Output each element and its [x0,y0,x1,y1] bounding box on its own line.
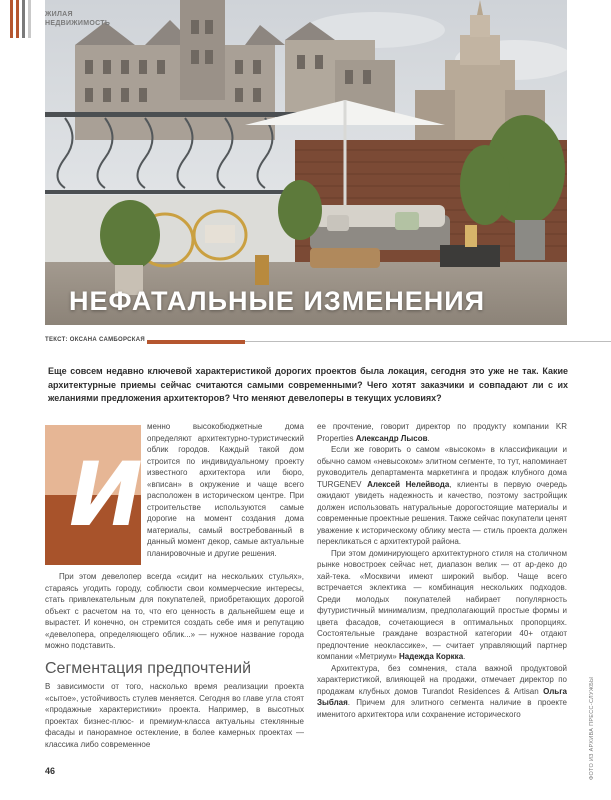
article-title: НЕФАТАЛЬНЫЕ ИЗМЕНЕНИЯ [69,286,486,316]
lead-paragraph: Еще совсем недавно ключевой характеристикой дорогих проектов была локация, сегодня это уже не так. Какие архитектурные приемы сейчас считаются самыми современными? Чего хотят заказчики и совпадают ли с их желаниями предложения архитекторов? Что меняют девелоперы в текущих условиях? [48,366,568,403]
right-column [317,421,567,720]
section-label: ЖИЛАЯ НЕДВИЖИМОСТЬ [45,11,111,27]
page-number: 46 [45,766,56,776]
photo-credit-text: ФОТО ИЗ АРХИВА ПРЕСС-СЛУЖБЫ [589,676,595,780]
right-paragraph-1: ее прочтение, говорит директор по продукту компании KR Properties Александр Лысов. [317,422,567,443]
hero-photo-illustration [45,0,567,325]
quoted-person-name: Ольга Зыблая [317,686,567,707]
drop-cap [45,425,141,565]
drop-cap-letter: И [69,443,143,546]
right-paragraph-4: Архитектура, без сомнения, стала важной продуктовой характеристикой, влияющей на продажи, отмечает директор по продажам клубных домов Turandot Residences & Artisan Ольга Зыблая. Причем для элитного сегмента наличие в проекте именитого архитектора или сохранение исторического [317,663,567,719]
credit-divider [245,341,611,342]
left-column-bottom [45,571,304,652]
hero-photo [45,0,567,325]
decorative-stripes [10,0,36,40]
photo-credit [589,668,599,780]
left-paragraph-1: менно высокобюджетные дома определяют архитектурно-туристический облик городов. Каждый такой дом строится по индивидуальному проекту известного архитектора или бюро, «вписан» в окружение и чаще всего расположен в историческом центре. При строительстве используются самые дорогие на момент создания дома материалы, самый востребованный в данный момент декор, самые актуальные планировочные и другие решения. [147,422,304,558]
author-credit-row [45,337,611,349]
left-column-end [45,681,304,750]
credit-accent-bar [147,340,245,344]
quoted-person-name: Александр Лысов [355,433,428,443]
quoted-person-name: Надежда Коркка [398,652,464,661]
section-subheading: Сегментация предпочтений [45,660,252,677]
right-paragraph-3: При этом доминирующего архитектурного стиля на столичном рынке новостроек сейчас нет, диапазон велик — от ар-деко до хай-тека. «Москвичи имеют широкий выбор. Чаще всего встречается эклектика — комбинация нескольких подходов. Среди молодых покупателей набирает популярность футуристичный минимализм, предполагающий простые формы и цвета фасадов, сочетающиеся в оптимальных пропорциях. Состоятельные граждане возрастной категории 40+ отдают предпочтение неоклассике», — считает управляющий партнер компании «Метриум» Надежда Коркка. [317,548,567,661]
left-paragraph-2: При этом девелопер всегда «сидит на нескольких стульях», стараясь угодить городу, соблюсти свои коммерческие интересы, стать привлекательным для покупателей, приобретающих дорогой объект с расчетом на то, что его ценность в дальнейшем еще и вырастет. И конечно, он стремится создать себе имя и репутацию «девелопера, определяющего облик...» — нужное название города можно подставить. [45,572,304,650]
quoted-person-name: Алексей Нелейвода [367,479,450,489]
left-paragraph-3: В зависимости от того, насколько время реализации проекта «сытое», устойчивость стулев меняется. Сегодня во главе угла стоят «продажные характеристики» проекта. Например, в высотных проектах бизнес-плюс- и премиум-класса актуальны стеклянные фасады и панорамное остекление, в более камерных проектах — классика либо современное [45,682,304,749]
right-paragraph-2: Если же говорить о самом «высоком» в классификации и обычно самом «невысоком» элитном сегменте, то тут, напоминает руководитель департамента маркетинга и продаж клубного дома TURGENEV Алексей Нелейвода, клиенты в первую очередь ожидают увидеть надежность и качество, поэтому застройщик должен использовать натуральные дорогостоящие материалы и современные проектные решения. Также сейчас покупатели ценят уважение к историческому облику места — стиль проекта должен перекликаться с архитектурой района. [317,445,568,546]
left-column-top [147,421,304,559]
author-credit: ТЕКСТ: ОКСАНА САМБОРСКАЯ [45,337,145,343]
